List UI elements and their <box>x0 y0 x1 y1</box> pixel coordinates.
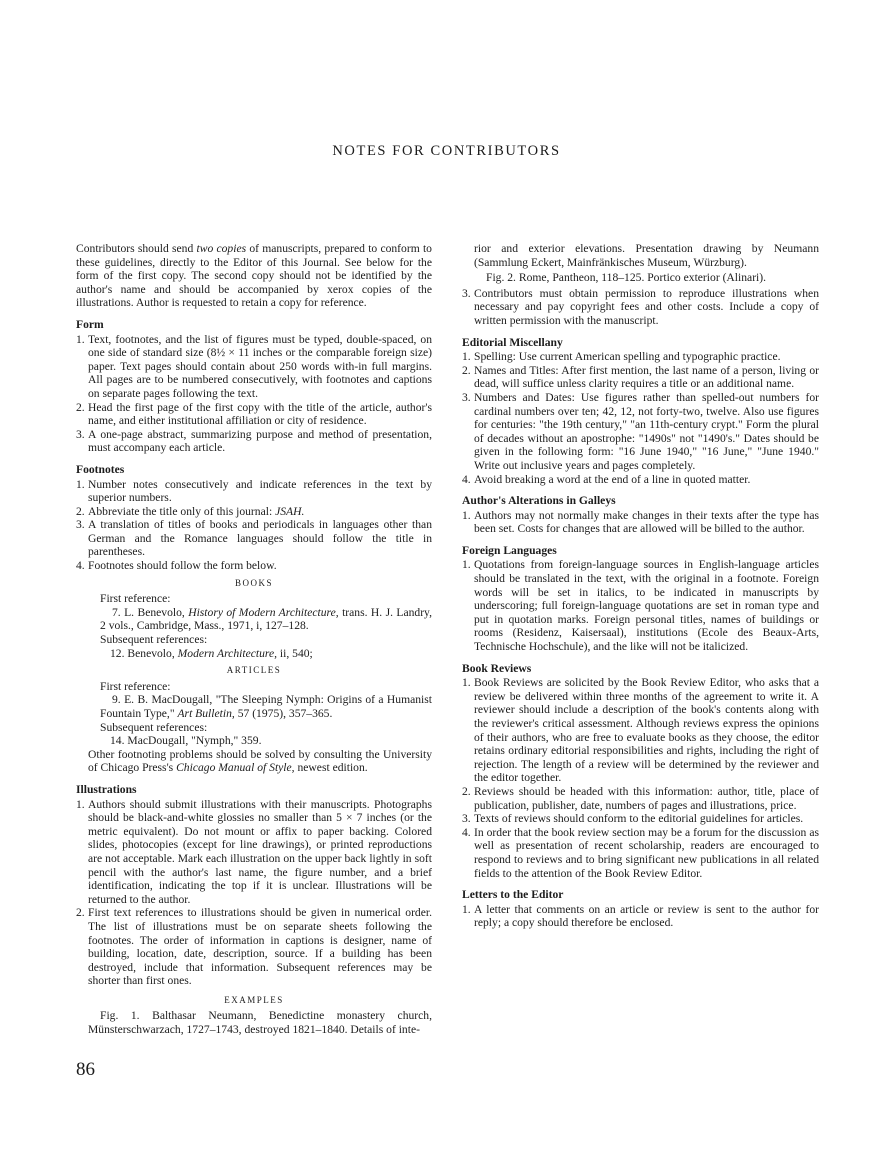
section-heading-letters: Letters to the Editor <box>462 888 564 902</box>
reference-label: Subsequent references: <box>100 633 208 647</box>
item-number: 3. <box>462 812 471 826</box>
reference-label: Subsequent references: <box>100 720 208 734</box>
section-heading-alterations: Author's Alterations in Galleys <box>462 494 616 508</box>
page-number: 86 <box>76 1059 95 1080</box>
item-number: 2. <box>76 504 85 518</box>
item-number: 3. <box>76 427 85 441</box>
intro-emphasis: two copies <box>196 242 247 255</box>
item-text: Number notes consecutively and indicate references in the text by superior numbers. <box>88 477 432 505</box>
list-item <box>462 364 819 391</box>
section-heading-illustrations: Illustrations <box>76 782 137 796</box>
item-number: 4. <box>76 559 85 573</box>
list-item <box>462 391 819 473</box>
example-reference <box>76 693 432 720</box>
item-number: 3. <box>462 286 471 300</box>
list-item <box>76 906 432 988</box>
list-item <box>76 798 432 907</box>
ref-text: 12. Benevolo, <box>110 646 178 660</box>
item-number: 1. <box>462 676 471 690</box>
example-reference: 14. MacDougall, "Nymph," 359. <box>110 734 262 748</box>
section-heading-editorial: Editorial Miscellany <box>462 335 563 349</box>
item-number: 1. <box>462 902 471 916</box>
item-number: 1. <box>462 508 471 522</box>
ref-text: trans. H. J. Landry, 2 vols., Cambridge, Mass., 1971, i, 127–128. <box>100 605 432 633</box>
item-text: In order that the book review section may be a forum for the discussion as well as presentation of recent scholarship, readers are encouraged to respond to reviews and to bring significant new publications in all related fields to the attention of the Book Review Editor. <box>474 825 819 880</box>
subheading-books: BOOKS <box>234 577 273 588</box>
ref-text: 7. L. Benevolo, <box>112 605 189 619</box>
left-column <box>76 242 432 1037</box>
item-text: Reviews should be headed with this information: author, title, place of publication, publisher, date, numbers of pages and illustrations, price. <box>474 784 819 812</box>
section-heading-book-reviews: Book Reviews <box>462 661 532 675</box>
figure-caption-example: Fig. 1. Balthasar Neumann, Benedictine monastery church, Münsterschwarzach, 1727–1743, destroyed 1821–1840. Details of inte- <box>88 1009 432 1037</box>
item-text: Abbreviate the title only of this journal: <box>88 504 276 518</box>
ref-text: ii, 540; <box>277 646 313 660</box>
item-number: 2. <box>462 784 471 798</box>
item-text: A translation of titles of books and periodicals in languages other than German and the Romance languages should follow the title in parentheses. <box>88 518 432 559</box>
section-heading-footnotes: Footnotes <box>76 462 125 476</box>
item-number: 4. <box>462 825 471 839</box>
item-text: A one-page abstract, summarizing purpose and method of presentation, must accompany each article. <box>88 427 432 455</box>
item-number: 1. <box>462 350 471 364</box>
item-text: Authors may not normally make changes in their texts after the type has been set. Costs for changes that are allowed will be billed to the author. <box>474 508 819 536</box>
book-reviews-list <box>462 676 819 880</box>
item-text: Texts of reviews should conform to the editorial guidelines for articles. <box>474 812 804 826</box>
item-text: Quotations from foreign-language sources in English-language articles should be translated in the text, with the original in a footnote. Foreign words will be set in italics, to be indicated in manuscripts by underscoring; full foreign-language quotations are set in roman type and put in quotation marks. Foreign personal titles, names of buildings or rooms (Residenz, Kaisersaal), institutions (Ecole des Beaux-Arts, Technische Hochschule), and the like will not be italicized. <box>474 558 819 654</box>
right-column <box>462 242 819 930</box>
list-item <box>462 903 819 930</box>
editorial-list <box>462 350 819 486</box>
list-item <box>76 428 432 455</box>
item-text: Authors should submit illustrations with their manuscripts. Photographs should be black-and-white glossies no smaller than 5 × 7 inches (or the metric equivalent). Do not mount or affix to paper backing. Colored slides, photocopies (except for line drawings), or printed reproductions are not acceptable. Mark each illustration on the upper back lightly in soft pencil with the author's last name, the figure number, and a brief identification, indicating the top if it is unclear. Illustrations will be returned to the author. <box>88 797 432 906</box>
ref-title: Art Bulletin, <box>177 707 235 720</box>
item-number: 1. <box>76 477 85 491</box>
list-item <box>76 505 432 519</box>
list-item <box>76 518 432 559</box>
letters-list <box>462 903 819 930</box>
reference-label: First reference: <box>100 592 171 606</box>
ref-text: 9. E. B. MacDougall, "The Sleeping Nymph: Origins of a Humanist Fountain Type," <box>100 693 432 720</box>
item-text: Numbers and Dates: Use figures rather than spelled-out numbers for cardinal numbers over ten; 42, 12, not forty-two, twelve. Also use figures for centuries: "the 19th century," "an 11th-century crypt." Form the plural of decades without an apostrophe: "1490s" not "1490's." Dates should be given in the following form: "16 June 1940," "16 June," "June 1940." Write out inclusive years and pages completely. <box>474 390 819 472</box>
example-reference <box>76 606 432 633</box>
item-text: First text references to illustrations should be given in numerical order. The list of illustrations must be on separate sheets following the footnotes. The order of information in captions is designer, name of building, location, date, description, source. If a building has been destroyed, include that information. Subsequent references may be shorter than first ones. <box>88 906 432 988</box>
illustrations-list-continued <box>462 287 819 328</box>
list-item <box>462 785 819 812</box>
item-number: 3. <box>462 390 471 404</box>
list-item <box>462 287 819 328</box>
manual-title: Chicago Manual of Style, <box>176 761 295 775</box>
list-item <box>462 826 819 880</box>
ref-title: History of Modern Architecture, <box>188 605 339 619</box>
list-item <box>462 676 819 785</box>
figure-caption-example: Fig. 2. Rome, Pantheon, 118–125. Portico exterior (Alinari). <box>486 271 767 285</box>
list-item <box>462 350 819 364</box>
list-item <box>76 333 432 401</box>
item-text: Contributors must obtain permission to reproduce illustrations when necessary and pay copyright fees and other costs. Include a copy of written permission with the manuscript. <box>474 286 819 327</box>
item-text: Footnotes should follow the form below. <box>88 559 277 573</box>
subheading-articles: ARTICLES <box>226 665 282 676</box>
journal-abbrev: JSAH. <box>275 504 305 518</box>
note-text: Other footnoting problems should be solved by consulting the University of Chicago Press's <box>88 747 432 775</box>
figure-caption-continued: rior and exterior elevations. Presentation drawing by Neumann (Sammlung Eckert, Mainfränkisches Museum, Würzburg). <box>474 242 819 269</box>
list-item <box>462 509 819 536</box>
item-text: Head the first page of the first copy with the title of the article, author's name, and either institutional affiliation or city of residence. <box>88 400 432 428</box>
item-text: Text, footnotes, and the list of figures must be typed, double-spaced, on one side of standard size (8½ × 11 inches or the comparable foreign size) paper. Text pages should contain about 250 words with-in full margins. All pages are to be numbered consecutively, with footnotes and captions on separate pages following the text. <box>88 332 432 400</box>
item-number: 1. <box>76 332 85 346</box>
item-number: 2. <box>462 363 471 377</box>
item-number: 4. <box>462 472 471 486</box>
ref-title: Modern Architecture, <box>177 646 278 660</box>
item-number: 1. <box>462 558 471 572</box>
item-text: Spelling: Use current American spelling and typographic practice. <box>474 350 781 364</box>
illustrations-list <box>76 798 432 988</box>
alterations-list <box>462 509 819 536</box>
item-number: 1. <box>76 797 85 811</box>
form-list <box>76 333 432 455</box>
list-item <box>462 473 819 487</box>
note-text: newest edition. <box>294 761 368 775</box>
example-reference <box>76 647 432 661</box>
reference-label: First reference: <box>100 679 171 693</box>
foreign-languages-list <box>462 558 819 653</box>
other-footnoting-note <box>76 748 432 775</box>
item-text: Book Reviews are solicited by the Book Review Editor, who asks that a review be delivered within three months of the agreement to write it. A reviewer should include a description of the book's contents along with the reviewer's critical assessment. Although reviews express the opinions of their authors, who are free to evaluate books as they choose, the editor retains ordinary editorial responsibilities and rights, including the right of rejection. The length of a review will be determined by the reviewer and the editor together. <box>474 676 819 785</box>
list-item <box>462 812 819 826</box>
list-item <box>76 401 432 428</box>
intro-text: Contributors should send <box>76 242 197 255</box>
item-number: 2. <box>76 400 85 414</box>
subheading-examples: EXAMPLES <box>224 994 284 1005</box>
list-item <box>76 559 432 573</box>
item-text: A letter that comments on an article or review is sent to the author for reply; a copy should therefore be enclosed. <box>474 902 819 930</box>
section-heading-form: Form <box>76 317 104 331</box>
ref-text: 57 (1975), 357–365. <box>234 707 333 720</box>
intro-text: of manuscripts, prepared to conform to these guidelines, directly to the Editor of this Journal. See below for the form of the first copy. The second copy should not be identified by the author's name and should be accompanied by xerox copies of the illustrations. Author is requested to retain a copy for reference. <box>76 242 432 310</box>
item-text: Avoid breaking a word at the end of a line in quoted matter. <box>474 472 751 486</box>
footnotes-list <box>76 478 432 573</box>
list-item <box>462 558 819 653</box>
page-title: NOTES FOR CONTRIBUTORS <box>332 143 561 159</box>
intro-paragraph <box>76 242 432 310</box>
item-text: Names and Titles: After first mention, the last name of a person, living or dead, will suffice unless clarity requires a title or an additional name. <box>474 363 819 391</box>
section-heading-foreign-languages: Foreign Languages <box>462 543 557 557</box>
item-number: 2. <box>76 906 85 920</box>
list-item <box>76 478 432 505</box>
item-number: 3. <box>76 518 85 532</box>
